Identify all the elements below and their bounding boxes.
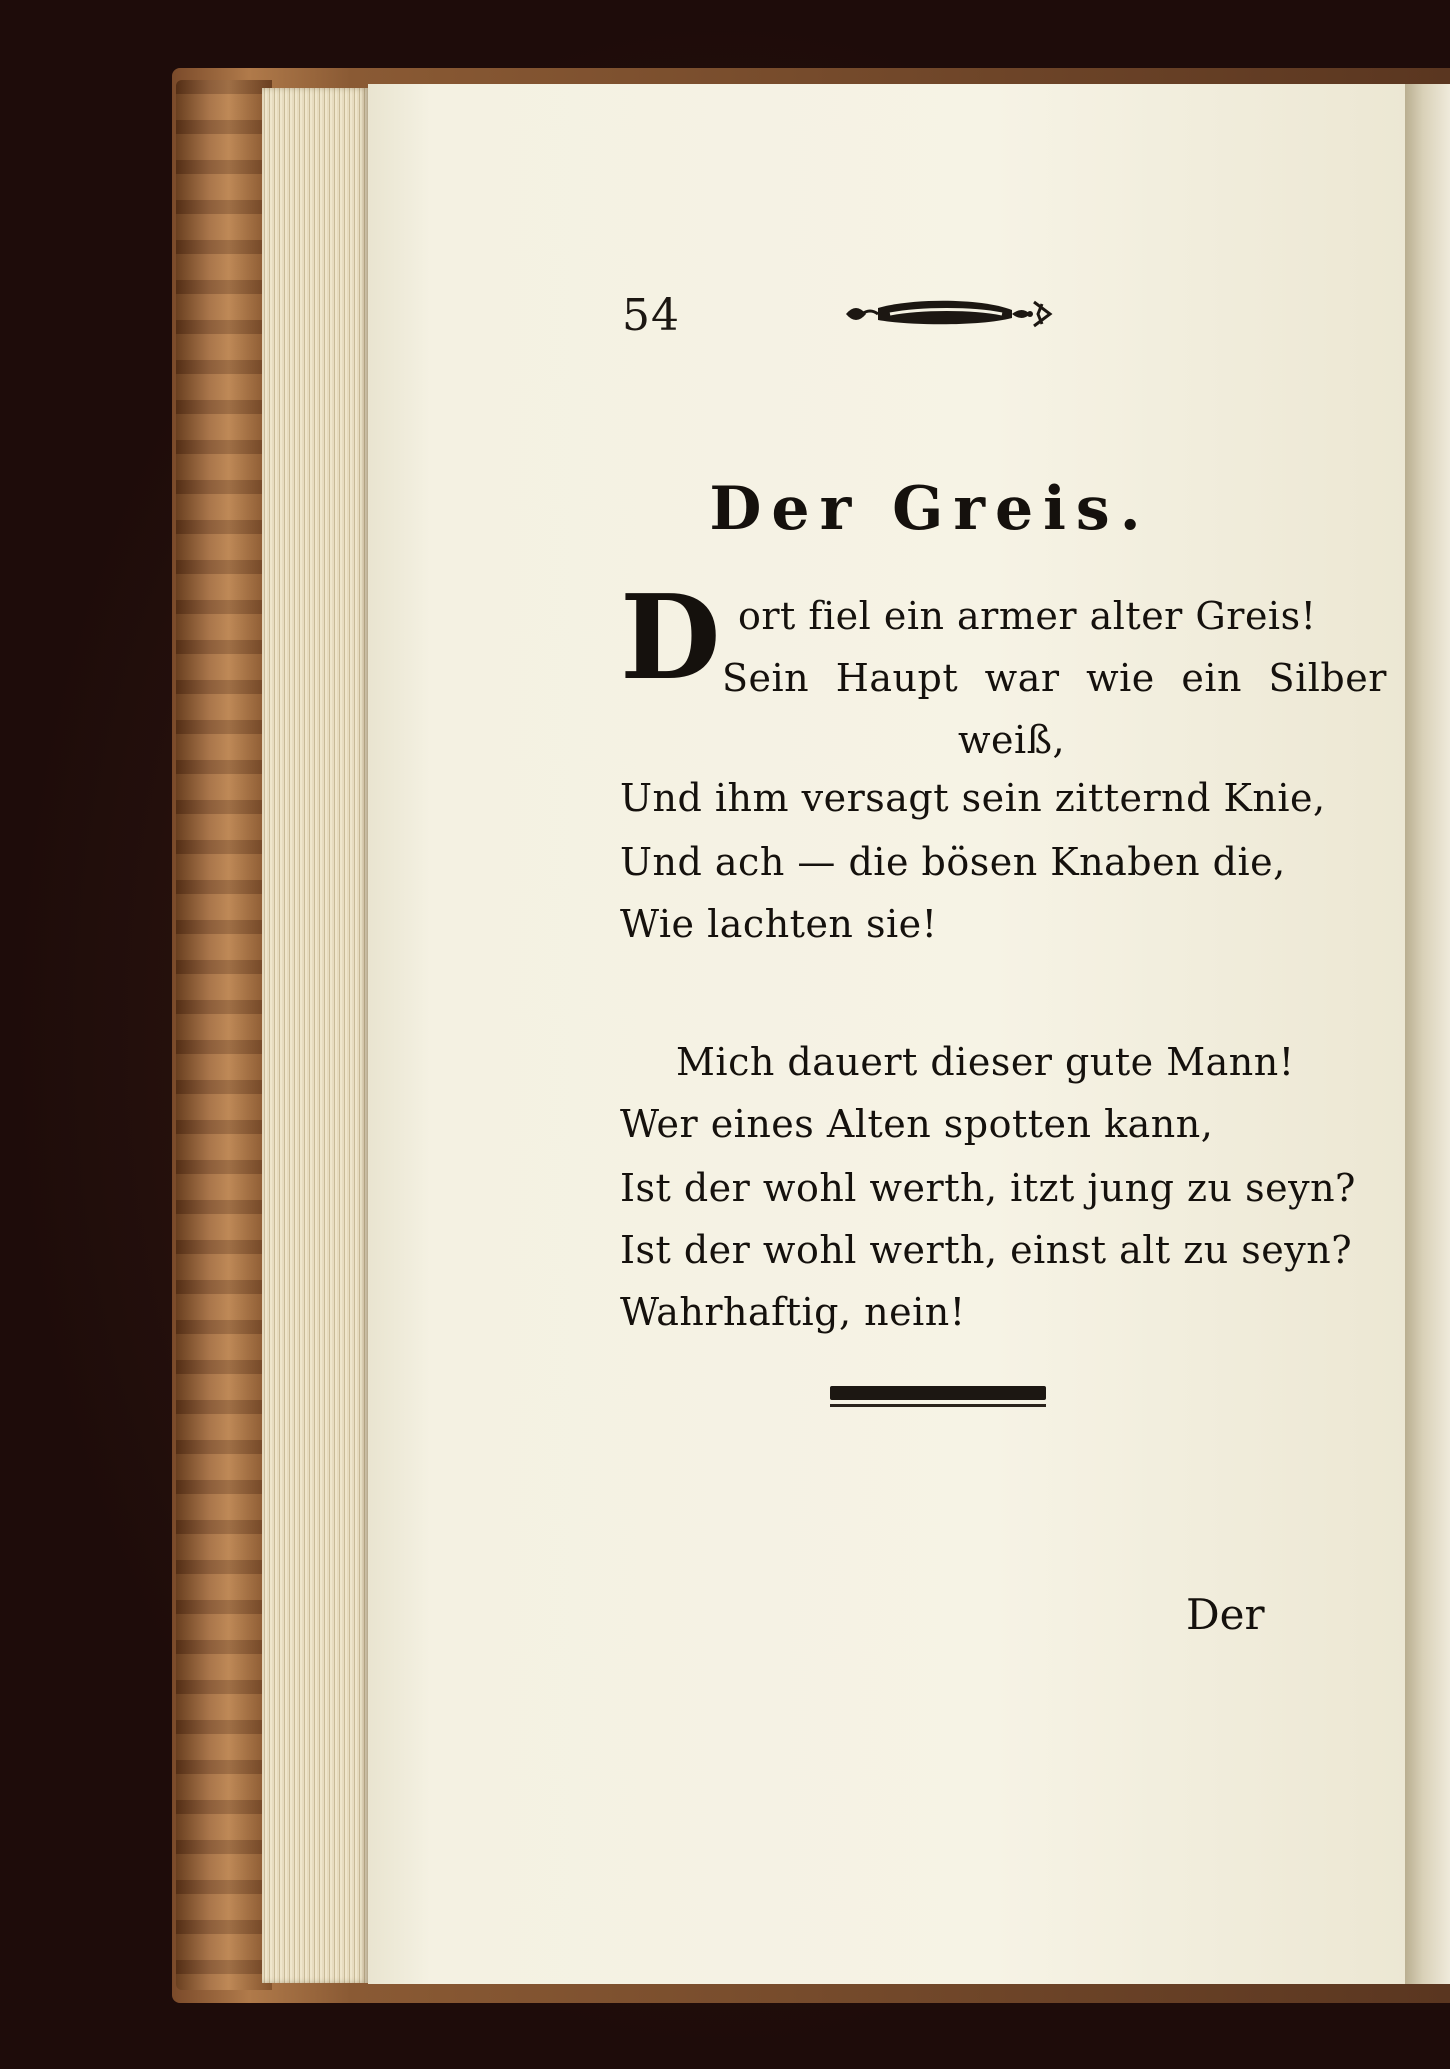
- catchword: Der: [1186, 1590, 1265, 1639]
- page-gutter: [1405, 84, 1450, 1984]
- poem-line: Wer eines Alten spotten kann,: [620, 1102, 1214, 1146]
- drop-cap: D: [620, 570, 721, 706]
- poem-line: Sein Haupt war wie ein Silber: [722, 656, 1387, 700]
- ornament-vignette: [842, 286, 1058, 342]
- poem-line: ort fiel ein armer alter Greis!: [738, 594, 1317, 638]
- book-spine: [176, 80, 272, 1990]
- book-page: [368, 84, 1410, 1984]
- poem-line: Und ihm versagt sein zitternd Knie,: [620, 776, 1326, 820]
- poem-line: Ist der wohl werth, itzt jung zu seyn?: [620, 1166, 1356, 1210]
- poem-line: Mich dauert dieser gute Mann!: [676, 1040, 1295, 1084]
- page-edges: [262, 88, 368, 1983]
- page-number: 54: [622, 290, 680, 341]
- end-rule: [830, 1386, 1046, 1400]
- poem-line: Und ach — die bösen Knaben die,: [620, 840, 1286, 884]
- poem-line: Ist der wohl werth, einst alt zu seyn?: [620, 1228, 1353, 1272]
- end-rule-thin: [830, 1404, 1046, 1407]
- poem-line: weiß,: [958, 718, 1066, 762]
- poem-line: Wie lachten sie!: [620, 902, 938, 946]
- poem-title: Der Greis.: [709, 474, 1151, 544]
- poem-line: Wahrhaftig, nein!: [620, 1290, 966, 1334]
